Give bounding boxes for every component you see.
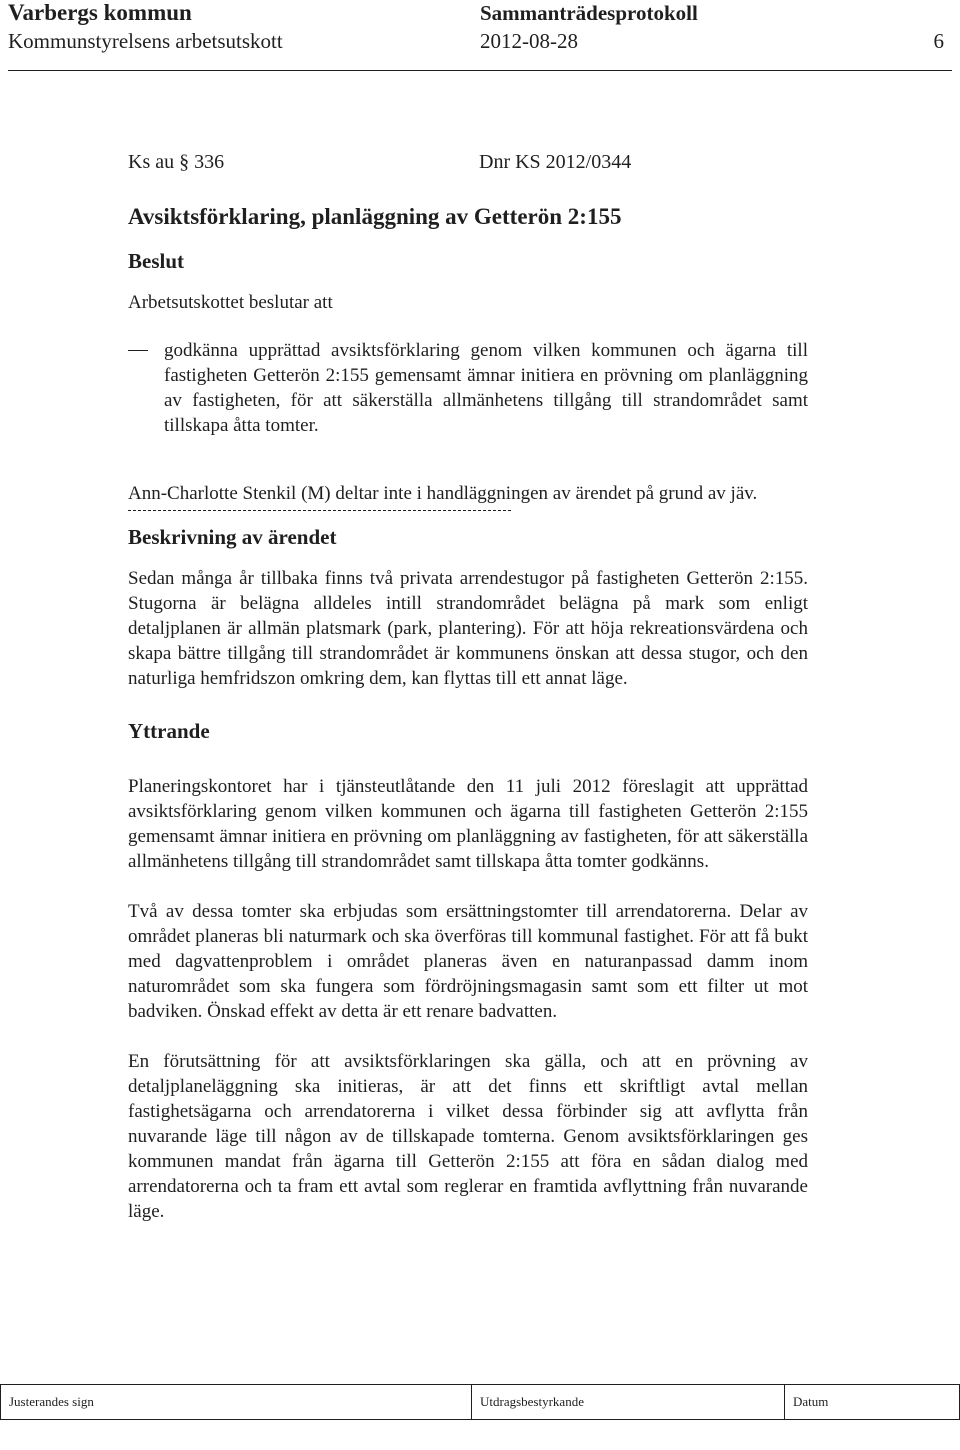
case-dnr: Dnr KS 2012/0344 (479, 151, 632, 173)
case-paragraph: Ks au § 336 (128, 151, 225, 173)
case-reference (128, 150, 808, 176)
sign-box (0, 1384, 472, 1420)
document-type: Sammanträdesprotokoll (480, 1, 698, 25)
document-body (128, 150, 808, 1224)
beslut-intro: Arbetsutskottet beslutar att (128, 292, 333, 313)
beslut-heading: Beslut (128, 249, 185, 273)
yttrande-paragraph-2: Två av dessa tomter ska erbjudas som ersättningstomter till arrendatorerna. Delar av området planeras bli naturmark och ska överföras till kommunal fastighet. För att få bukt med dagvattenproblem i området planeras även en naturanpassad damm inom naturområdet som ska fungera som fördröjningsmagasin samt som ett filter ut mot badviken. Önskad effekt av detta är ett renare badvatten. (128, 901, 808, 1022)
decision-text: godkänna upprättad avsiktsförklaring genom vilken kommunen och ägarna till fastigheten Getterön 2:155 gemensamt ämnar initiera en prövning om planläggning av fastigheten, för att säkerställa allmänhetens tillgång till strandområdet samt tillskapa åtta tomter. (164, 340, 808, 436)
sign-label: Justerandes sign (9, 1394, 94, 1409)
page-title: Avsiktsförklaring, planläggning av Getterön 2:155 (128, 204, 622, 229)
page-number: 6 (933, 29, 944, 53)
yttrande-paragraph-3: En förutsättning för att avsiktsförklaringen ska gälla, och att en prövning av detaljplaneläggning ska initieras, är att det finns ett skriftligt avtal mellan fastighetsägarna och arrendatorerna i vilket dessa förbinder sig att avflytta från nuvarande läge till någon av de tillskapade tomterna. Genom avsiktsförklaringen ges kommunen mandat från ägarna till Getterön 2:155 att föra en sådan dialog med arrendatorerna och ta fram ett avtal som reglerar en framtida avflyttning från nuvarande läge. (128, 1051, 808, 1222)
meeting-date: 2012-08-28 (480, 29, 578, 53)
beskrivning-heading: Beskrivning av ärendet (128, 525, 337, 549)
organization-name: Varbergs kommun (8, 0, 192, 25)
dash-bullet-icon (128, 350, 148, 351)
dashed-divider (128, 510, 511, 511)
extract-box (471, 1384, 785, 1420)
signature-footer (0, 1384, 960, 1422)
beskrivning-text: Sedan många år tillbaka finns två privata arrendestugor på fastigheten Getterön 2:155. Stugorna är belägna alldeles intill strandområdet belägna på mark som enligt detaljplanen är allmän platsmark (park, plantering). För att höja rekreationsvärdena och skapa bättre tillgång till strandområdet är kommunens önskan att dessa stugor, och den naturliga hemfridszon omkring dem, kan flyttas till ett annat läge. (128, 568, 808, 689)
committee-name: Kommunstyrelsens arbetsutskott (8, 29, 283, 53)
yttrande-heading: Yttrande (128, 719, 210, 743)
header-divider (8, 70, 952, 71)
date-label: Datum (793, 1394, 829, 1409)
date-box (784, 1384, 960, 1420)
jav-note: Ann-Charlotte Stenkil (M) deltar inte i handläggningen av ärendet på grund av jäv. (128, 483, 758, 504)
extract-label: Utdragsbestyrkande (480, 1394, 584, 1409)
yttrande-paragraph-1: Planeringskontoret har i tjänsteutlåtande den 11 juli 2012 föreslagit att upprättad avsiktsförklaring genom vilken kommunen och ägarna till fastigheten Getterön 2:155 gemensamt ämnar initiera en prövning om planläggning av fastigheten, för att säkerställa allmänhetens tillgång till strandområdet samt tillskapa åtta tomter godkänns. (128, 776, 808, 872)
decision-list-item (128, 338, 808, 438)
